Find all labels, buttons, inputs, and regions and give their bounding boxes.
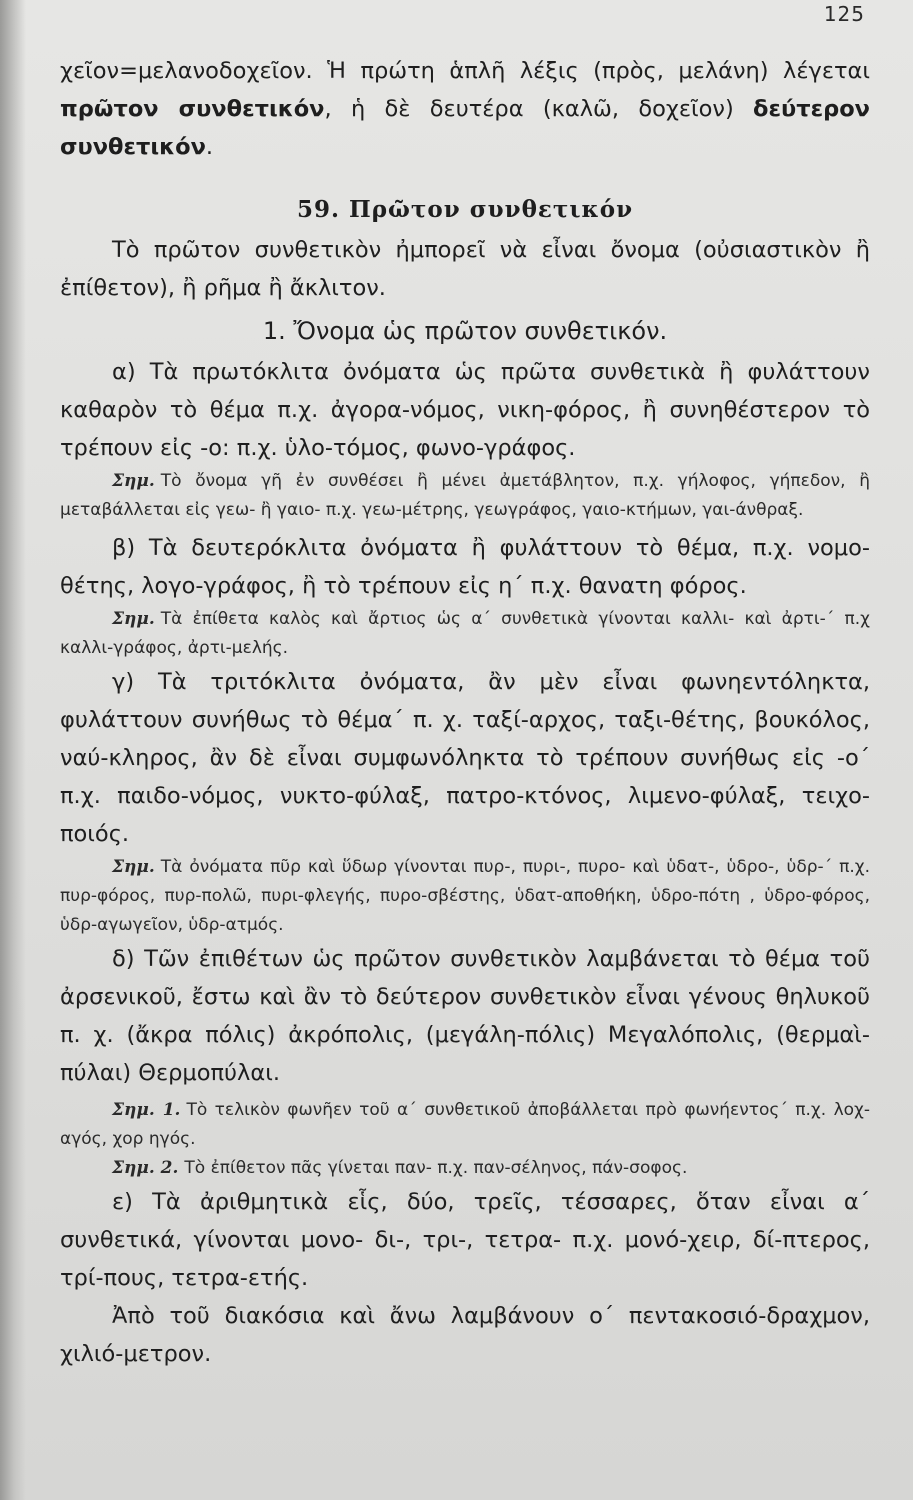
note-text: Τὸ ἐπίθετον πᾶς γίνεται παν- π.χ. παν-σέληνος, πάν-σοφος.: [184, 1158, 688, 1178]
note-abbr: Σημ. 2.: [112, 1158, 179, 1178]
item-e-text: ε) Τὰ ἀριθμητικὰ εἷς, δύο, τρεῖς, τέσσαρες, ὅταν εἶναι α΄ συνθετικά, γίνονται μονο- δι-, τρι-, τετρα- π.χ. μονό-χειρ, δί-πτερος, τρί-πους, τετρα-ετής.: [60, 1189, 870, 1291]
item-b-text: β) Τὰ δευτερόκλιτα ὀνόματα ἢ φυλάττουν τὸ θέμα, π.χ. νομο-θέτης, λογο-γράφος, ἢ τὸ τρέπουν εἰς η΄ π.χ. θανατη φόρος.: [60, 535, 870, 599]
note-text: Τὸ ὄνομα γῆ ἐν συνθέσει ἢ μένει ἀμετάβλητον, π.χ. γήλοφος, γήπεδον, ἢ μεταβάλλεται εἰς γεω- ἢ γαιο- π.χ. γεω-μέτρης, γεωγράφος, γαιο-κτήμων, γαι-άνθραξ.: [60, 471, 870, 520]
section-title: 59. Πρῶτον συνθετικόν: [296, 196, 634, 223]
term-second-compound: δεύτερον συνθετικόν: [60, 96, 870, 160]
item-b-note: [60, 605, 870, 663]
item-d-text: δ) Τῶν ἐπιθέτων ὡς πρῶτον συνθετικὸν λαμβάνεται τὸ θέμα τοῦ ἀρσενικοῦ, ἔστω καὶ ἂν τὸ δεύτερον συνθετικὸν εἶναι γένους θηλυκοῦ π. χ. (ἄκρα πόλις) ἀκρόπολις, (μεγάλη-πόλις) Μεγαλόπολις, (θερμαὶ-πύλαι) Θερμοπύλαι.: [60, 946, 870, 1086]
item-a-note: [60, 467, 870, 525]
intro-text-1: χεῖον=μελανοδοχεῖον. Ἡ πρώτη ἁπλῆ λέξις (πρὸς, μελάνη) λέγεται: [60, 58, 870, 84]
page-number: 125: [823, 2, 865, 26]
binding-shadow: [0, 0, 26, 1500]
item-e-text-2: Ἀπὸ τοῦ διακόσια καὶ ἄνω λαμβάνουν ο΄ πεντακοσιό-δραχμον, χιλιό-μετρον.: [60, 1303, 870, 1367]
note-text: Τὰ ὀνόματα πῦρ καὶ ὕδωρ γίνονται πυρ-, πυρι-, πυρο- καὶ ὑδατ-, ὑδρο-, ὑδρ-΄ π.χ. πυρ-φόρος, πυρ-πολῶ, πυρι-φλεγής, πυρο-σβέστης, ὑδατ-αποθήκη, ὑδρο-πότη , ὑδρο-φόρος, ὑδρ-αγωγεῖον, ὑδρ-ατμός.: [60, 857, 870, 935]
note-abbr: Σημ.: [112, 609, 155, 629]
note-abbr: Σημ. 1.: [112, 1100, 181, 1120]
item-d-note-2: [60, 1154, 870, 1183]
intro-paragraph: [60, 52, 870, 166]
intro-text-3: .: [205, 134, 214, 160]
item-c-note: [60, 853, 870, 940]
subsection-heading: 1. Ὄνομα ὡς πρῶτον συνθετικόν.: [262, 317, 668, 345]
item-d-note-1: [60, 1096, 870, 1154]
note-abbr: Σημ.: [112, 857, 155, 877]
note-text: Τὸ τελικὸν φωνῆεν τοῦ α΄ συνθετικοῦ ἀποβάλλεται πρὸ φωνήεντος΄ π.χ. λοχ-αγός, χορ ηγός.: [60, 1100, 871, 1149]
term-first-compound: πρῶτον συνθετικόν: [60, 96, 325, 122]
intro-text-2: , ἡ δὲ δευτέρα (καλῶ, δοχεῖον): [324, 96, 754, 122]
item-a-text: α) Τὰ πρωτόκλιτα ὀνόματα ὡς πρῶτα συνθετικὰ ἢ φυλάττουν καθαρὸν τὸ θέμα π.χ. ἀγορα-νόμος, νικη-φόρος, ἢ συνηθέστερον τὸ τρέπουν εἰς -ο: π.χ. ὑλο-τόμος, φωνο-γράφος.: [60, 359, 870, 461]
note-text: Τὰ ἐπίθετα καλὸς καὶ ἄρτιος ὡς α΄ συνθετικὰ γίνονται καλλι- καὶ ἀρτι-΄ π.χ καλλι-γράφος, ἀρτι-μελής.: [60, 609, 870, 658]
item-c-text: γ) Τὰ τριτόκλιτα ὀνόματα, ἂν μὲν εἶναι φωνηεντόληκτα, φυλάττουν συνήθως τὸ θέμα΄ π. χ. ταξί-αρχος, ταξι-θέτης, βουκόλος, ναύ-κληρος, ἂν δὲ εἶναι συμφωνόληκτα τὸ τρέπουν συνήθως εἰς -ο΄ π.χ. παιδο-νόμος, νυκτο-φύλαξ, πατρο-κτόνος, λιμενο-φύλαξ, τειχο-ποιός.: [60, 669, 870, 847]
note-abbr: Σημ.: [112, 471, 155, 491]
page-content: [60, 52, 870, 1373]
section-intro: Τὸ πρῶτον συνθετικὸν ἠμπορεῖ νὰ εἶναι ὄνομα (οὐσιαστικὸν ἢ ἐπίθετον), ἢ ρῆμα ἢ ἄκλιτον.: [60, 237, 870, 301]
